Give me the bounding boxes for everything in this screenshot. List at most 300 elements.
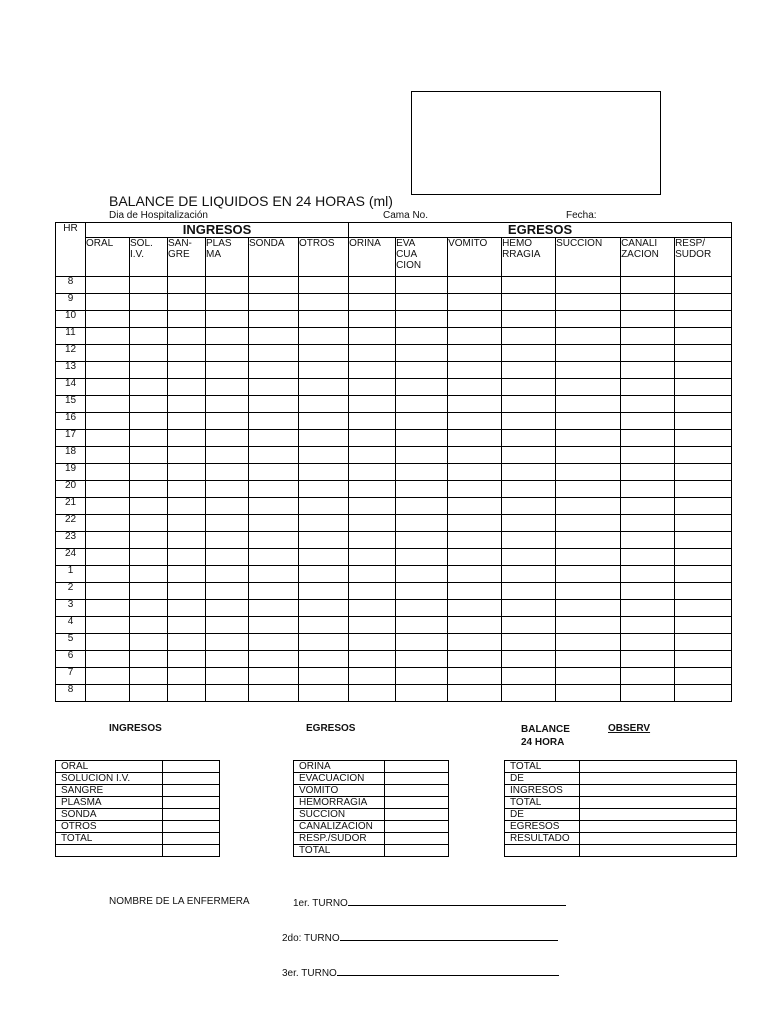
entry-cell[interactable]	[168, 532, 206, 549]
entry-cell[interactable]	[396, 328, 448, 345]
entry-cell[interactable]	[349, 396, 396, 413]
entry-cell[interactable]	[130, 379, 168, 396]
entry-cell[interactable]	[168, 515, 206, 532]
entry-cell[interactable]	[249, 464, 299, 481]
entry-cell[interactable]	[168, 294, 206, 311]
ingresos-row-value-cell[interactable]	[163, 761, 220, 773]
entry-cell[interactable]	[206, 600, 249, 617]
entry-cell[interactable]	[621, 345, 675, 362]
entry-cell[interactable]	[556, 532, 621, 549]
entry-cell[interactable]	[556, 345, 621, 362]
entry-cell[interactable]	[249, 651, 299, 668]
entry-cell[interactable]	[621, 362, 675, 379]
entry-cell[interactable]	[675, 294, 732, 311]
entry-cell[interactable]	[86, 651, 130, 668]
balance-row-value-cell[interactable]	[580, 761, 737, 773]
entry-cell[interactable]	[448, 464, 502, 481]
entry-cell[interactable]	[621, 481, 675, 498]
entry-cell[interactable]	[448, 549, 502, 566]
entry-cell[interactable]	[502, 617, 556, 634]
entry-cell[interactable]	[621, 515, 675, 532]
entry-cell[interactable]	[396, 311, 448, 328]
entry-cell[interactable]	[168, 583, 206, 600]
entry-cell[interactable]	[396, 277, 448, 294]
entry-cell[interactable]	[86, 634, 130, 651]
entry-cell[interactable]	[130, 498, 168, 515]
entry-cell[interactable]	[556, 634, 621, 651]
entry-cell[interactable]	[86, 532, 130, 549]
entry-cell[interactable]	[448, 294, 502, 311]
entry-cell[interactable]	[299, 413, 349, 430]
entry-cell[interactable]	[396, 515, 448, 532]
entry-cell[interactable]	[130, 668, 168, 685]
entry-cell[interactable]	[130, 685, 168, 702]
entry-cell[interactable]	[249, 498, 299, 515]
entry-cell[interactable]	[168, 600, 206, 617]
entry-cell[interactable]	[349, 379, 396, 396]
entry-cell[interactable]	[448, 447, 502, 464]
entry-cell[interactable]	[621, 430, 675, 447]
entry-cell[interactable]	[168, 617, 206, 634]
entry-cell[interactable]	[448, 583, 502, 600]
ingresos-row-value-cell[interactable]	[163, 785, 220, 797]
entry-cell[interactable]	[206, 277, 249, 294]
entry-cell[interactable]	[349, 651, 396, 668]
entry-cell[interactable]	[448, 668, 502, 685]
entry-cell[interactable]	[130, 549, 168, 566]
entry-cell[interactable]	[130, 294, 168, 311]
entry-cell[interactable]	[299, 532, 349, 549]
entry-cell[interactable]	[349, 498, 396, 515]
entry-cell[interactable]	[621, 549, 675, 566]
entry-cell[interactable]	[206, 294, 249, 311]
entry-cell[interactable]	[675, 617, 732, 634]
entry-cell[interactable]	[349, 549, 396, 566]
entry-cell[interactable]	[86, 396, 130, 413]
entry-cell[interactable]	[675, 379, 732, 396]
entry-cell[interactable]	[299, 549, 349, 566]
entry-cell[interactable]	[448, 413, 502, 430]
entry-cell[interactable]	[675, 515, 732, 532]
entry-cell[interactable]	[130, 277, 168, 294]
entry-cell[interactable]	[130, 430, 168, 447]
entry-cell[interactable]	[206, 328, 249, 345]
entry-cell[interactable]	[168, 277, 206, 294]
entry-cell[interactable]	[349, 566, 396, 583]
entry-cell[interactable]	[299, 685, 349, 702]
entry-cell[interactable]	[206, 566, 249, 583]
entry-cell[interactable]	[396, 566, 448, 583]
entry-cell[interactable]	[299, 345, 349, 362]
entry-cell[interactable]	[502, 362, 556, 379]
entry-cell[interactable]	[502, 277, 556, 294]
entry-cell[interactable]	[675, 600, 732, 617]
entry-cell[interactable]	[502, 311, 556, 328]
entry-cell[interactable]	[249, 617, 299, 634]
entry-cell[interactable]	[621, 379, 675, 396]
entry-cell[interactable]	[556, 651, 621, 668]
entry-cell[interactable]	[675, 481, 732, 498]
entry-cell[interactable]	[168, 379, 206, 396]
entry-cell[interactable]	[130, 311, 168, 328]
entry-cell[interactable]	[249, 634, 299, 651]
entry-cell[interactable]	[396, 413, 448, 430]
entry-cell[interactable]	[556, 447, 621, 464]
entry-cell[interactable]	[86, 583, 130, 600]
entry-cell[interactable]	[396, 617, 448, 634]
entry-cell[interactable]	[556, 481, 621, 498]
entry-cell[interactable]	[621, 413, 675, 430]
balance-row-value-cell[interactable]	[580, 833, 737, 845]
entry-cell[interactable]	[502, 464, 556, 481]
entry-cell[interactable]	[396, 345, 448, 362]
entry-cell[interactable]	[556, 583, 621, 600]
entry-cell[interactable]	[502, 481, 556, 498]
entry-cell[interactable]	[130, 464, 168, 481]
entry-cell[interactable]	[621, 328, 675, 345]
entry-cell[interactable]	[249, 430, 299, 447]
entry-cell[interactable]	[299, 430, 349, 447]
entry-cell[interactable]	[675, 651, 732, 668]
entry-cell[interactable]	[349, 430, 396, 447]
egresos-row-value-cell[interactable]	[385, 845, 449, 857]
entry-cell[interactable]	[206, 362, 249, 379]
entry-cell[interactable]	[502, 532, 556, 549]
entry-cell[interactable]	[396, 430, 448, 447]
egresos-row-value-cell[interactable]	[385, 821, 449, 833]
entry-cell[interactable]	[86, 294, 130, 311]
ingresos-row-value-cell[interactable]	[163, 809, 220, 821]
entry-cell[interactable]	[86, 430, 130, 447]
entry-cell[interactable]	[448, 345, 502, 362]
entry-cell[interactable]	[349, 532, 396, 549]
entry-cell[interactable]	[299, 447, 349, 464]
entry-cell[interactable]	[168, 549, 206, 566]
ingresos-row-value-cell[interactable]	[163, 833, 220, 845]
entry-cell[interactable]	[621, 532, 675, 549]
entry-cell[interactable]	[349, 345, 396, 362]
entry-cell[interactable]	[349, 311, 396, 328]
entry-cell[interactable]	[448, 362, 502, 379]
entry-cell[interactable]	[556, 396, 621, 413]
entry-cell[interactable]	[502, 651, 556, 668]
entry-cell[interactable]	[249, 277, 299, 294]
entry-cell[interactable]	[502, 583, 556, 600]
entry-cell[interactable]	[206, 396, 249, 413]
entry-cell[interactable]	[448, 498, 502, 515]
entry-cell[interactable]	[556, 566, 621, 583]
entry-cell[interactable]	[621, 464, 675, 481]
entry-cell[interactable]	[249, 345, 299, 362]
entry-cell[interactable]	[502, 566, 556, 583]
entry-cell[interactable]	[206, 464, 249, 481]
entry-cell[interactable]	[502, 685, 556, 702]
entry-cell[interactable]	[556, 277, 621, 294]
entry-cell[interactable]	[448, 600, 502, 617]
entry-cell[interactable]	[675, 413, 732, 430]
entry-cell[interactable]	[621, 668, 675, 685]
entry-cell[interactable]	[86, 515, 130, 532]
entry-cell[interactable]	[168, 651, 206, 668]
entry-cell[interactable]	[299, 668, 349, 685]
entry-cell[interactable]	[86, 464, 130, 481]
entry-cell[interactable]	[396, 532, 448, 549]
entry-cell[interactable]	[206, 379, 249, 396]
entry-cell[interactable]	[299, 294, 349, 311]
entry-cell[interactable]	[556, 311, 621, 328]
entry-cell[interactable]	[249, 396, 299, 413]
entry-cell[interactable]	[349, 617, 396, 634]
entry-cell[interactable]	[621, 600, 675, 617]
entry-cell[interactable]	[249, 668, 299, 685]
entry-cell[interactable]	[249, 566, 299, 583]
entry-cell[interactable]	[249, 328, 299, 345]
entry-cell[interactable]	[502, 430, 556, 447]
entry-cell[interactable]	[86, 566, 130, 583]
entry-cell[interactable]	[206, 634, 249, 651]
entry-cell[interactable]	[502, 634, 556, 651]
balance-row-value-cell[interactable]	[580, 785, 737, 797]
entry-cell[interactable]	[621, 277, 675, 294]
entry-cell[interactable]	[206, 668, 249, 685]
entry-cell[interactable]	[349, 515, 396, 532]
entry-cell[interactable]	[396, 685, 448, 702]
entry-cell[interactable]	[168, 634, 206, 651]
entry-cell[interactable]	[396, 447, 448, 464]
entry-cell[interactable]	[86, 549, 130, 566]
entry-cell[interactable]	[130, 345, 168, 362]
entry-cell[interactable]	[249, 515, 299, 532]
entry-cell[interactable]	[349, 634, 396, 651]
entry-cell[interactable]	[396, 634, 448, 651]
entry-cell[interactable]	[299, 634, 349, 651]
entry-cell[interactable]	[168, 328, 206, 345]
entry-cell[interactable]	[249, 362, 299, 379]
entry-cell[interactable]	[249, 600, 299, 617]
entry-cell[interactable]	[675, 277, 732, 294]
entry-cell[interactable]	[448, 481, 502, 498]
entry-cell[interactable]	[556, 549, 621, 566]
entry-cell[interactable]	[168, 464, 206, 481]
entry-cell[interactable]	[86, 311, 130, 328]
entry-cell[interactable]	[675, 430, 732, 447]
entry-cell[interactable]	[206, 498, 249, 515]
entry-cell[interactable]	[168, 447, 206, 464]
entry-cell[interactable]	[130, 600, 168, 617]
ingresos-row-value-cell[interactable]	[163, 797, 220, 809]
egresos-row-value-cell[interactable]	[385, 797, 449, 809]
entry-cell[interactable]	[86, 362, 130, 379]
entry-cell[interactable]	[249, 685, 299, 702]
entry-cell[interactable]	[675, 464, 732, 481]
entry-cell[interactable]	[168, 668, 206, 685]
entry-cell[interactable]	[675, 634, 732, 651]
entry-cell[interactable]	[130, 651, 168, 668]
entry-cell[interactable]	[130, 447, 168, 464]
entry-cell[interactable]	[502, 549, 556, 566]
entry-cell[interactable]	[168, 311, 206, 328]
entry-cell[interactable]	[206, 549, 249, 566]
ingresos-row-value-cell[interactable]	[163, 773, 220, 785]
entry-cell[interactable]	[206, 651, 249, 668]
entry-cell[interactable]	[168, 413, 206, 430]
entry-cell[interactable]	[556, 294, 621, 311]
entry-cell[interactable]	[86, 277, 130, 294]
entry-cell[interactable]	[249, 481, 299, 498]
entry-cell[interactable]	[675, 685, 732, 702]
entry-cell[interactable]	[130, 566, 168, 583]
entry-cell[interactable]	[556, 464, 621, 481]
entry-cell[interactable]	[349, 447, 396, 464]
entry-cell[interactable]	[299, 583, 349, 600]
entry-cell[interactable]	[86, 685, 130, 702]
entry-cell[interactable]	[349, 464, 396, 481]
entry-cell[interactable]	[86, 328, 130, 345]
entry-cell[interactable]	[349, 685, 396, 702]
entry-cell[interactable]	[556, 379, 621, 396]
entry-cell[interactable]	[556, 515, 621, 532]
entry-cell[interactable]	[130, 617, 168, 634]
entry-cell[interactable]	[130, 328, 168, 345]
entry-cell[interactable]	[86, 413, 130, 430]
entry-cell[interactable]	[502, 668, 556, 685]
entry-cell[interactable]	[675, 328, 732, 345]
entry-cell[interactable]	[130, 362, 168, 379]
entry-cell[interactable]	[299, 464, 349, 481]
entry-cell[interactable]	[621, 311, 675, 328]
entry-cell[interactable]	[130, 413, 168, 430]
entry-cell[interactable]	[556, 413, 621, 430]
entry-cell[interactable]	[86, 447, 130, 464]
entry-cell[interactable]	[249, 532, 299, 549]
entry-cell[interactable]	[621, 685, 675, 702]
entry-cell[interactable]	[675, 532, 732, 549]
entry-cell[interactable]	[621, 583, 675, 600]
entry-cell[interactable]	[448, 396, 502, 413]
balance-row-value-cell[interactable]	[580, 845, 737, 857]
entry-cell[interactable]	[621, 447, 675, 464]
entry-cell[interactable]	[502, 396, 556, 413]
entry-cell[interactable]	[675, 583, 732, 600]
entry-cell[interactable]	[502, 294, 556, 311]
entry-cell[interactable]	[502, 345, 556, 362]
entry-cell[interactable]	[206, 685, 249, 702]
entry-cell[interactable]	[249, 413, 299, 430]
entry-cell[interactable]	[168, 481, 206, 498]
entry-cell[interactable]	[621, 566, 675, 583]
entry-cell[interactable]	[621, 634, 675, 651]
egresos-row-value-cell[interactable]	[385, 761, 449, 773]
entry-cell[interactable]	[396, 600, 448, 617]
entry-cell[interactable]	[448, 685, 502, 702]
entry-cell[interactable]	[206, 532, 249, 549]
entry-cell[interactable]	[206, 447, 249, 464]
entry-cell[interactable]	[675, 668, 732, 685]
entry-cell[interactable]	[249, 447, 299, 464]
entry-cell[interactable]	[349, 583, 396, 600]
entry-cell[interactable]	[130, 634, 168, 651]
entry-cell[interactable]	[621, 498, 675, 515]
entry-cell[interactable]	[349, 481, 396, 498]
entry-cell[interactable]	[130, 583, 168, 600]
entry-cell[interactable]	[299, 566, 349, 583]
entry-cell[interactable]	[299, 396, 349, 413]
entry-cell[interactable]	[349, 362, 396, 379]
entry-cell[interactable]	[206, 481, 249, 498]
entry-cell[interactable]	[556, 668, 621, 685]
entry-cell[interactable]	[206, 311, 249, 328]
entry-cell[interactable]	[556, 498, 621, 515]
entry-cell[interactable]	[675, 311, 732, 328]
ingresos-row-value-cell[interactable]	[163, 821, 220, 833]
entry-cell[interactable]	[206, 430, 249, 447]
entry-cell[interactable]	[299, 481, 349, 498]
entry-cell[interactable]	[556, 328, 621, 345]
entry-cell[interactable]	[675, 549, 732, 566]
entry-cell[interactable]	[299, 617, 349, 634]
entry-cell[interactable]	[86, 498, 130, 515]
entry-cell[interactable]	[299, 600, 349, 617]
entry-cell[interactable]	[396, 464, 448, 481]
entry-cell[interactable]	[502, 498, 556, 515]
entry-cell[interactable]	[502, 600, 556, 617]
egresos-row-value-cell[interactable]	[385, 809, 449, 821]
entry-cell[interactable]	[396, 294, 448, 311]
entry-cell[interactable]	[675, 447, 732, 464]
egresos-row-value-cell[interactable]	[385, 785, 449, 797]
entry-cell[interactable]	[556, 362, 621, 379]
entry-cell[interactable]	[502, 447, 556, 464]
entry-cell[interactable]	[299, 379, 349, 396]
entry-cell[interactable]	[130, 532, 168, 549]
entry-cell[interactable]	[299, 362, 349, 379]
entry-cell[interactable]	[206, 413, 249, 430]
entry-cell[interactable]	[299, 498, 349, 515]
entry-cell[interactable]	[168, 345, 206, 362]
entry-cell[interactable]	[448, 515, 502, 532]
entry-cell[interactable]	[396, 498, 448, 515]
entry-cell[interactable]	[448, 277, 502, 294]
entry-cell[interactable]	[396, 668, 448, 685]
entry-cell[interactable]	[168, 685, 206, 702]
entry-cell[interactable]	[556, 685, 621, 702]
entry-cell[interactable]	[502, 328, 556, 345]
entry-cell[interactable]	[86, 600, 130, 617]
entry-cell[interactable]	[86, 345, 130, 362]
egresos-row-value-cell[interactable]	[385, 773, 449, 785]
entry-cell[interactable]	[349, 668, 396, 685]
entry-cell[interactable]	[396, 362, 448, 379]
entry-cell[interactable]	[168, 566, 206, 583]
balance-row-value-cell[interactable]	[580, 797, 737, 809]
entry-cell[interactable]	[621, 396, 675, 413]
entry-cell[interactable]	[675, 498, 732, 515]
entry-cell[interactable]	[621, 617, 675, 634]
entry-cell[interactable]	[349, 413, 396, 430]
entry-cell[interactable]	[621, 651, 675, 668]
entry-cell[interactable]	[349, 328, 396, 345]
entry-cell[interactable]	[675, 396, 732, 413]
entry-cell[interactable]	[502, 379, 556, 396]
entry-cell[interactable]	[206, 583, 249, 600]
entry-cell[interactable]	[448, 311, 502, 328]
entry-cell[interactable]	[206, 515, 249, 532]
entry-cell[interactable]	[396, 481, 448, 498]
entry-cell[interactable]	[448, 634, 502, 651]
entry-cell[interactable]	[448, 430, 502, 447]
entry-cell[interactable]	[448, 566, 502, 583]
entry-cell[interactable]	[349, 600, 396, 617]
